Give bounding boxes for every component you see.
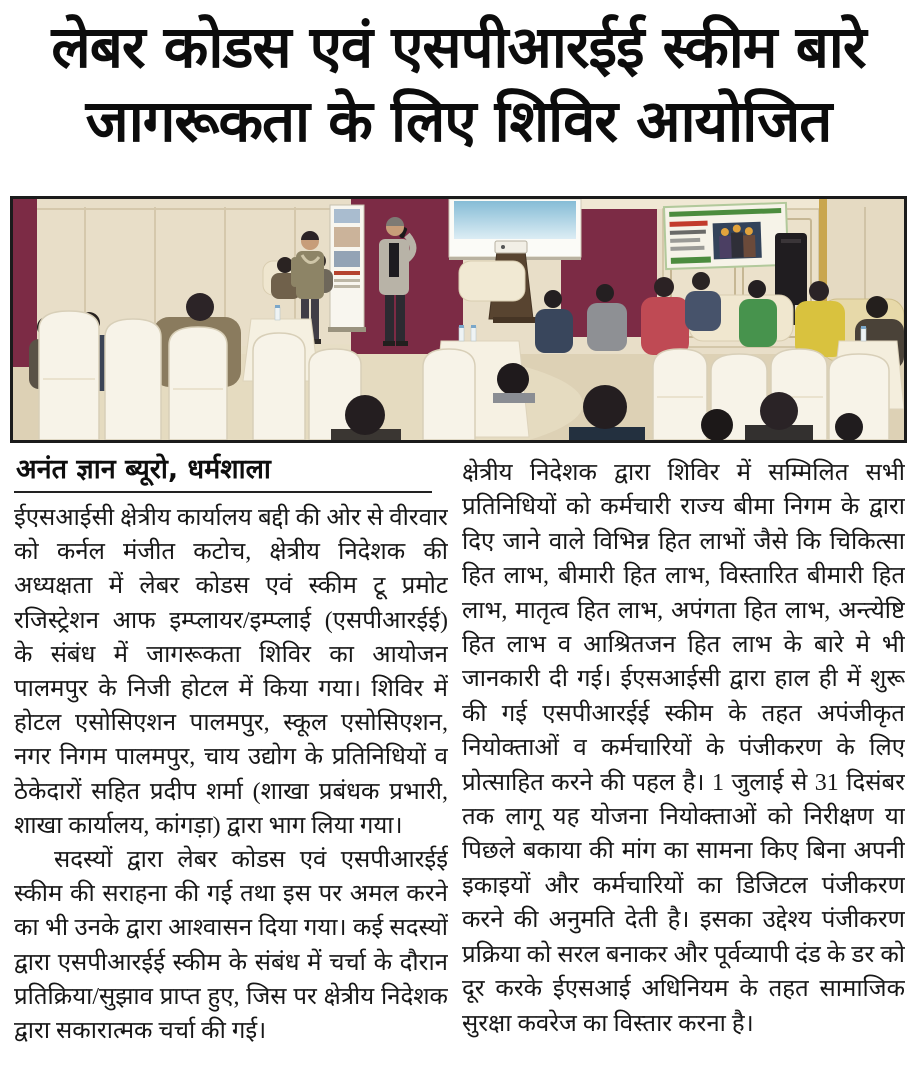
left-paragraph-2: सदस्यों द्वारा लेबर कोडस एवं एसपीआरईई स्कीम की सराहना की गई तथा इस पर अमल करने का भी उनके द्वारा आश्वासन दिया गया। कई सदस्यों द्वारा एसपीआरईई स्कीम के संबंध में चर्चा के दौरान प्रतिक्रिया/सुझाव प्राप्त हुए, जिस पर क्षेत्रीय निदेशक द्वारा सकारात्मक चर्चा की गई। — [14, 847, 448, 1045]
article-photo — [10, 196, 907, 443]
headline — [0, 10, 917, 158]
article-left-column — [14, 501, 448, 1076]
projector — [495, 241, 527, 253]
headline-line-2: जागरूकता के लिए शिविर आयोजित — [85, 87, 832, 155]
rollup-standee — [328, 205, 366, 332]
left-paragraph-1: ईएसआईसी क्षेत्रीय कार्यालय बद्दी की ओर से वीरवार को कर्नल मंजीत कटोच, क्षेत्रीय निदेशक की अध्यक्षता में लेबर कोडस एवं स्कीम टू प्रमोट रजिस्ट्रेशन आफ इम्प्लायर/इम्प्लाई (एसपीआरईई) के संबंध में जागरूकता शिविर का आयोजन पालमपुर के निजी होटल में किया गया। शिविर में होटल एसोसिएशन पालमपुर, स्कूल एसोसिएशन, नगर निगम पालमपुर, चाय उद्योग के प्रतिनिधियों व ठेकेदारों सहित प्रदीप शर्मा (शाखा प्रबंधक प्रभारी, शाखा कार्यालय, कांगड़ा) द्वारा भाग लिया गया। — [14, 505, 448, 839]
byline-rule — [14, 491, 432, 493]
article-right-column — [462, 456, 905, 1076]
headline-line-1: लेबर कोडस एवं एसपीआरईई स्कीम बारे — [51, 13, 866, 81]
right-paragraph-1: क्षेत्रीय निदेशक द्वारा शिविर में सम्मिलित सभी प्रतिनिधियों को कर्मचारी राज्य बीमा निगम के द्वारा दिए जाने वाले विभिन्न हित लाभों जैसे कि चिकित्सा हित लाभ, बीमारी हित लाभ, विस्तारित बीमारी हित लाभ, मातृत्व हित लाभ, अपंगता हित लाभ, अन्त्येष्टि हित लाभ व आश्रितजन हित लाभ के बारे मे भी जानकारी दी गई। ईएसआईसी द्वारा हाल ही में शुरू की गई एसपीआरईई स्कीम के तहत अपंजीकृत नियोक्ताओं व कर्मचारियों के पंजीकरण के लिए प्रोत्साहित करने की पहल है। 1 जुलाई से 31 दिसंबर तक लागू यह योजना नियोक्ताओं को निरीक्षण या पिछले बकाया की मांग का सामना किए बिना अपनी इकाइयों और कर्मचारियों का डिजिटल पंजीकरण करने की अनुमति देती है। इसका उद्देश्य पंजीकरण प्रक्रिया को सरल बनाकर और पूर्वव्यापी दंड के डर को दूर करके ईएसआई अधिनियम के तहत सामाजिक सुरक्षा कवरेज का विस्तार करना है। — [462, 460, 905, 1037]
byline: अनंत ज्ञान ब्यूरो, धर्मशाला — [16, 454, 271, 485]
wall-banner — [664, 203, 788, 269]
photo-scene — [13, 199, 904, 440]
